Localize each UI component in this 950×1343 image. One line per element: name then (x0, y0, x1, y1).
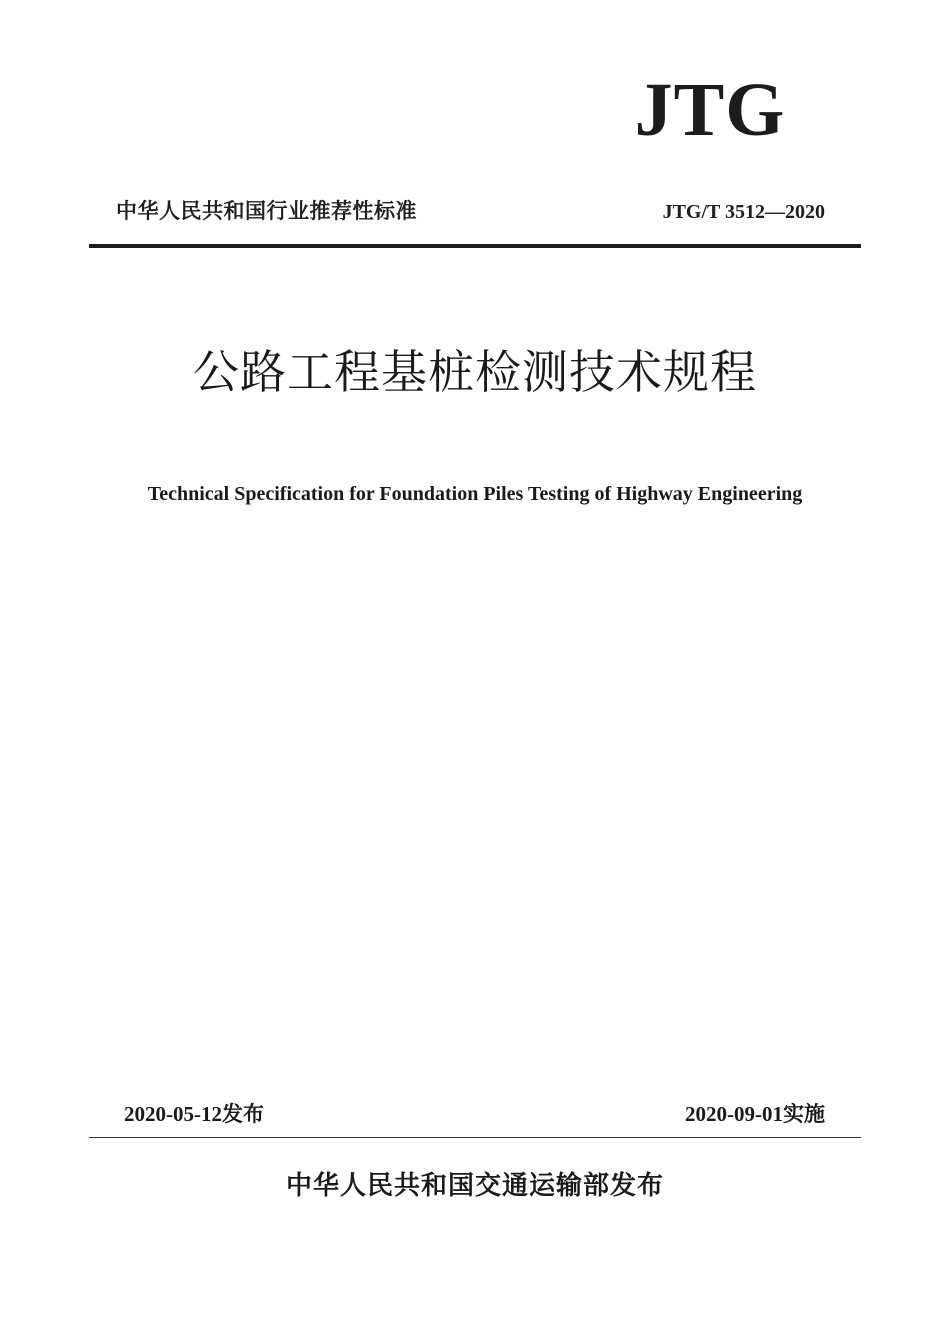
standard-code: JTG/T 3512—2020 (662, 201, 825, 223)
issue-date: 2020-05-12发布 (124, 1102, 264, 1126)
standard-category: 中华人民共和国行业推荐性标准 (116, 199, 417, 223)
jtg-logo: JTG (634, 68, 786, 152)
implementation-date: 2020-09-01实施 (685, 1102, 825, 1126)
document-title-chinese: 公路工程基桩检测技术规程 (193, 345, 757, 399)
publisher: 中华人民共和国交通运输部发布 (285, 1171, 664, 1201)
document-title-english: Technical Specification for Foundation Piles Testing of Highway Engineering (147, 483, 803, 505)
footer-divider (89, 1137, 861, 1138)
header-divider (89, 244, 861, 248)
